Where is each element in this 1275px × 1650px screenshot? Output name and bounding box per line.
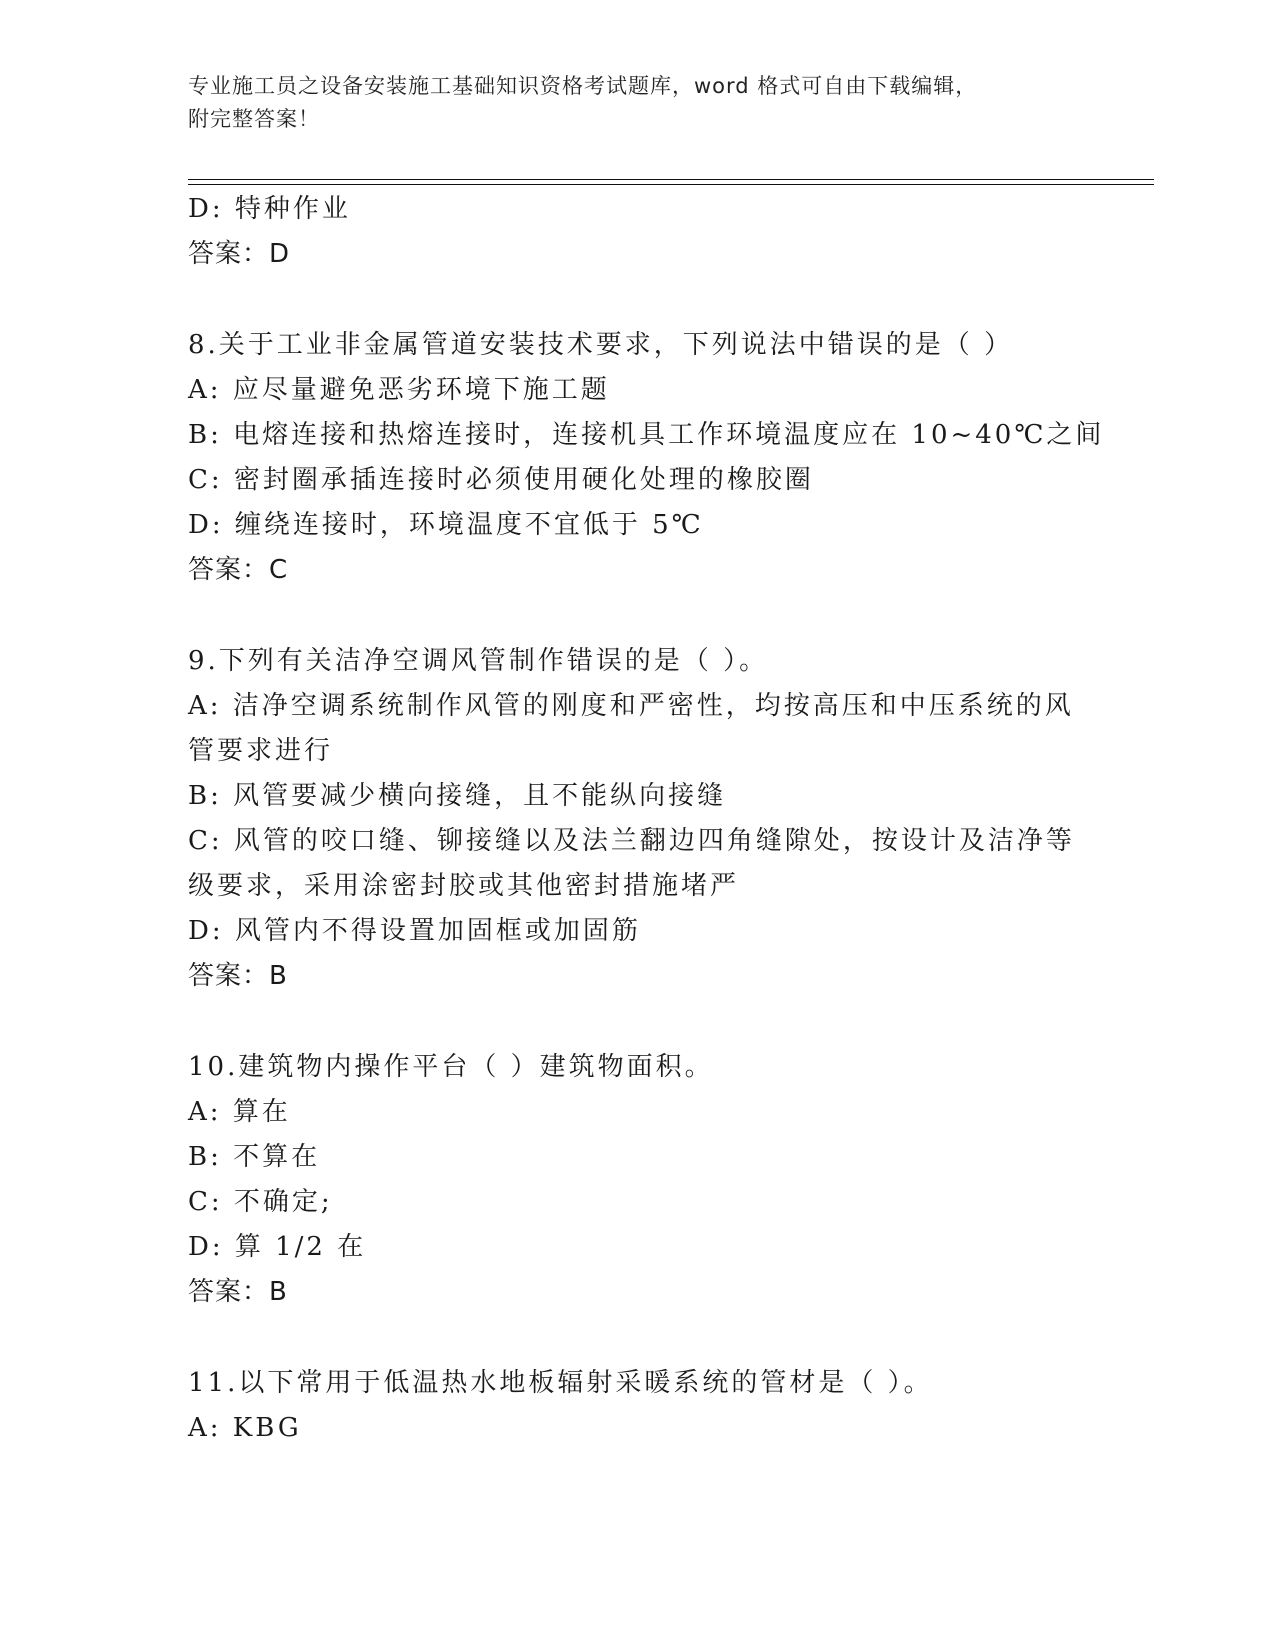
q10-option-b: B: 不算在 — [188, 1142, 321, 1172]
spacer — [188, 277, 1088, 323]
header-rule-bottom — [188, 184, 1154, 185]
q9-option-c-line1: C: 风管的咬口缝、铆接缝以及法兰翻边四角缝隙处，按设计及洁净等 — [188, 826, 1075, 856]
q9-option-a-line2: 管要求进行 — [188, 736, 334, 766]
q8-option-a: A: 应尽量避免恶劣环境下施工题 — [188, 375, 610, 405]
q8-option-b: B: 电熔连接和热熔连接时，连接机具工作环境温度应在 10~40℃之间 — [188, 420, 1105, 450]
header-line-1: 专业施工员之设备安装施工基础知识资格考试题库，word 格式可自由下载编辑， — [188, 74, 978, 98]
q10-question: 10.建筑物内操作平台（ ）建筑物面积。 — [188, 1052, 714, 1082]
q8-answer: 答案：C — [188, 555, 289, 585]
spacer — [188, 593, 1088, 639]
q7-answer: 答案：D — [188, 239, 291, 269]
q11-question: 11.以下常用于低温热水地板辐射采暖系统的管材是（ ）。 — [188, 1368, 933, 1398]
page-header — [188, 70, 1088, 136]
q7-option-d: D: 特种作业 — [188, 194, 351, 224]
header-rule-top — [188, 179, 1154, 180]
header-line-2: 附完整答案！ — [188, 107, 320, 131]
q8-option-c: C: 密封圈承插连接时必须使用硬化处理的橡胶圈 — [188, 465, 814, 495]
q10-option-d: D: 算 1/2 在 — [188, 1232, 367, 1262]
q9-option-c-line2: 级要求，采用涂密封胶或其他密封措施堵严 — [188, 871, 740, 901]
q9-answer: 答案：B — [188, 961, 288, 991]
q9-question: 9.下列有关洁净空调风管制作错误的是（ ）。 — [188, 646, 769, 676]
q9-option-b: B: 风管要减少横向接缝，且不能纵向接缝 — [188, 781, 727, 811]
q9-option-d: D: 风管内不得设置加固框或加固筋 — [188, 916, 641, 946]
spacer — [188, 1315, 1088, 1361]
q9-option-a-line1: A: 洁净空调系统制作风管的刚度和严密性，均按高压和中压系统的风 — [188, 691, 1074, 721]
q10-option-c: C: 不确定; — [188, 1187, 333, 1217]
question-list — [188, 187, 1105, 1451]
q11-option-a: A: KBG — [188, 1413, 302, 1443]
q8-question: 8.关于工业非金属管道安装技术要求，下列说法中错误的是（ ） — [188, 330, 1014, 360]
q10-option-a: A: 算在 — [188, 1097, 291, 1127]
q10-answer: 答案：B — [188, 1277, 288, 1307]
q8-option-d: D: 缠绕连接时，环境温度不宜低于 5℃ — [188, 510, 704, 540]
spacer — [188, 999, 1088, 1045]
